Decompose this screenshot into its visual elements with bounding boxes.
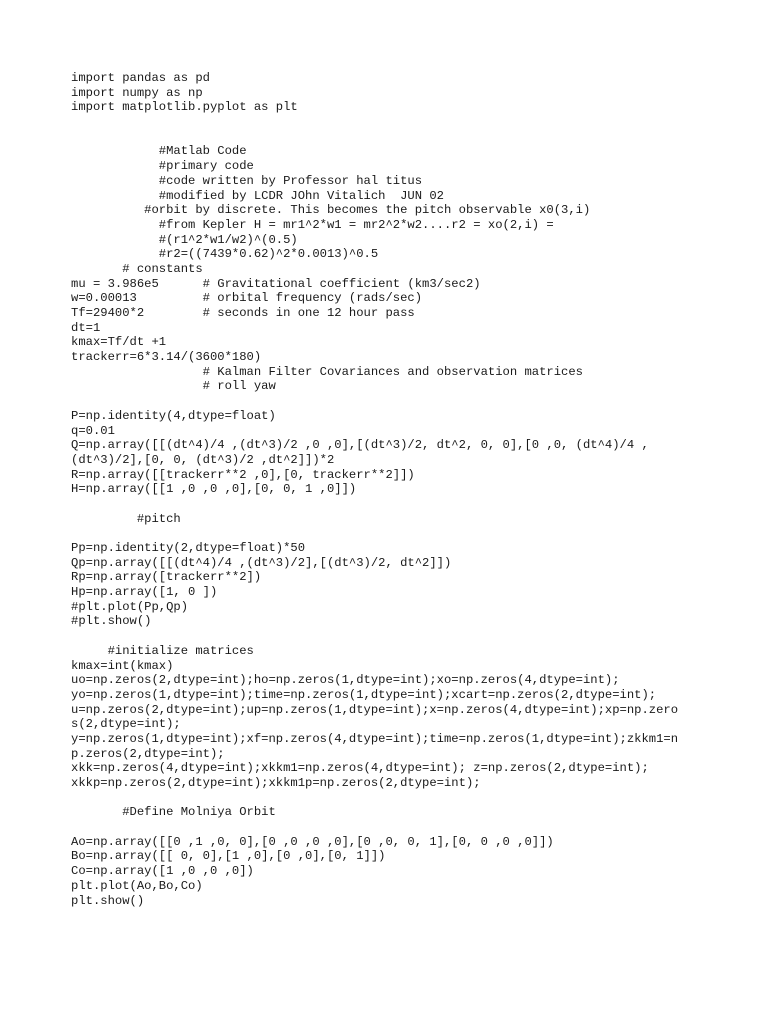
- code-line: #plt.plot(Pp,Qp): [71, 599, 189, 614]
- code-line: Ao=np.array([[0 ,1 ,0, 0],[0 ,0 ,0 ,0],[0 ,0, 0, 1],[0, 0 ,0 ,0]]): [71, 834, 554, 849]
- code-line: #pitch: [71, 511, 181, 526]
- code-line: Rp=np.array([trackerr**2]): [71, 570, 262, 585]
- blank-line: [71, 791, 751, 806]
- code-line: (dt^3)/2],[0, 0, (dt^3)/2 ,dt^2]])*2: [71, 452, 335, 467]
- code-line: #Define Molniya Orbit: [71, 805, 276, 820]
- code-line: s(2,dtype=int);: [71, 717, 181, 732]
- code-line: import numpy as np: [71, 85, 203, 100]
- code-line: Tf=29400*2 # seconds in one 12 hour pass: [71, 306, 415, 320]
- code-line: #code written by Professor hal titus: [71, 173, 423, 188]
- code-line: Bo=np.array([[ 0, 0],[1 ,0],[0 ,0],[0, 1]]): [71, 849, 386, 864]
- blank-line: [71, 497, 751, 512]
- code-line: H=np.array([[1 ,0 ,0 ,0],[0, 0, 1 ,0]]): [71, 482, 357, 497]
- blank-line: [71, 394, 751, 409]
- code-line: #r2=((7439*0.62)^2*0.0013)^0.5: [71, 247, 379, 262]
- code-line: Pp=np.identity(2,dtype=float)*50: [71, 541, 306, 555]
- code-line: # constants: [71, 261, 203, 276]
- code-line: Co=np.array([1 ,0 ,0 ,0]): [71, 864, 254, 879]
- code-line: kmax=int(kmax): [71, 658, 174, 673]
- code-line: Q=np.array([[(dt^4)/4 ,(dt^3)/2 ,0 ,0],[(dt^3)/2, dt^2, 0, 0],[0 ,0, (dt^4)/4 ,: [71, 438, 649, 453]
- code-line: u=np.zeros(2,dtype=int);up=np.zeros(1,dtype=int);x=np.zeros(4,dtype=int);xp=np.zero: [71, 702, 679, 717]
- code-line: #primary code: [71, 159, 254, 174]
- code-line: w=0.00013 # orbital frequency (rads/sec): [71, 291, 423, 306]
- code-line: #from Kepler H = mr1^2*w1 = mr2^2*w2....r2 = xo(2,i) =: [71, 217, 554, 232]
- code-line: kmax=Tf/dt +1: [71, 335, 167, 350]
- code-line: Hp=np.array([1, 0 ]): [71, 585, 218, 600]
- code-line: y=np.zeros(1,dtype=int);xf=np.zeros(4,dtype=int);time=np.zeros(1,dtype=int);zkkm1=n: [71, 731, 679, 746]
- blank-line: [71, 526, 751, 541]
- blank-line: [71, 820, 751, 835]
- blank-line: [71, 629, 751, 644]
- code-line: #initialize matrices: [71, 643, 254, 658]
- code-line: p.zeros(2,dtype=int);: [71, 746, 225, 761]
- code-line: # roll yaw: [71, 379, 276, 394]
- code-line: # Kalman Filter Covariances and observation matrices: [71, 364, 583, 379]
- code-line: yo=np.zeros(1,dtype=int);time=np.zeros(1,dtype=int);xcart=np.zeros(2,dtype=int);: [71, 687, 657, 702]
- code-line: #modified by LCDR JOhn Vitalich JUN 02: [71, 188, 444, 203]
- code-line: R=np.array([[trackerr**2 ,0],[0, trackerr**2]]): [71, 467, 415, 482]
- code-line: q=0.01: [71, 423, 115, 438]
- code-line: import matplotlib.pyplot as plt: [71, 100, 298, 115]
- code-block: [71, 71, 751, 908]
- code-line: xkk=np.zeros(4,dtype=int);xkkm1=np.zeros(4,dtype=int); z=np.zeros(2,dtype=int);: [71, 761, 649, 776]
- code-line: #orbit by discrete. This becomes the pitch observable x0(3,i): [71, 203, 591, 218]
- code-line: plt.show(): [71, 893, 145, 908]
- code-line: trackerr=6*3.14/(3600*180): [71, 350, 262, 365]
- code-line: uo=np.zeros(2,dtype=int);ho=np.zeros(1,dtype=int);xo=np.zeros(4,dtype=int);: [71, 673, 620, 688]
- code-line: xkkp=np.zeros(2,dtype=int);xkkm1p=np.zeros(2,dtype=int);: [71, 776, 481, 790]
- code-line: dt=1: [71, 320, 101, 335]
- code-line: #(r1^2*w1/w2)^(0.5): [71, 232, 298, 247]
- code-line: plt.plot(Ao,Bo,Co): [71, 878, 203, 893]
- blank-line: [71, 115, 751, 130]
- code-line: #Matlab Code: [71, 144, 247, 159]
- code-line: #plt.show(): [71, 614, 152, 629]
- code-line: P=np.identity(4,dtype=float): [71, 408, 276, 423]
- code-line: mu = 3.986e5 # Gravitational coefficient (km3/sec2): [71, 276, 481, 291]
- blank-line: [71, 130, 751, 145]
- code-line: Qp=np.array([[(dt^4)/4 ,(dt^3)/2],[(dt^3)/2, dt^2]]): [71, 555, 452, 570]
- code-line: import pandas as pd: [71, 71, 210, 85]
